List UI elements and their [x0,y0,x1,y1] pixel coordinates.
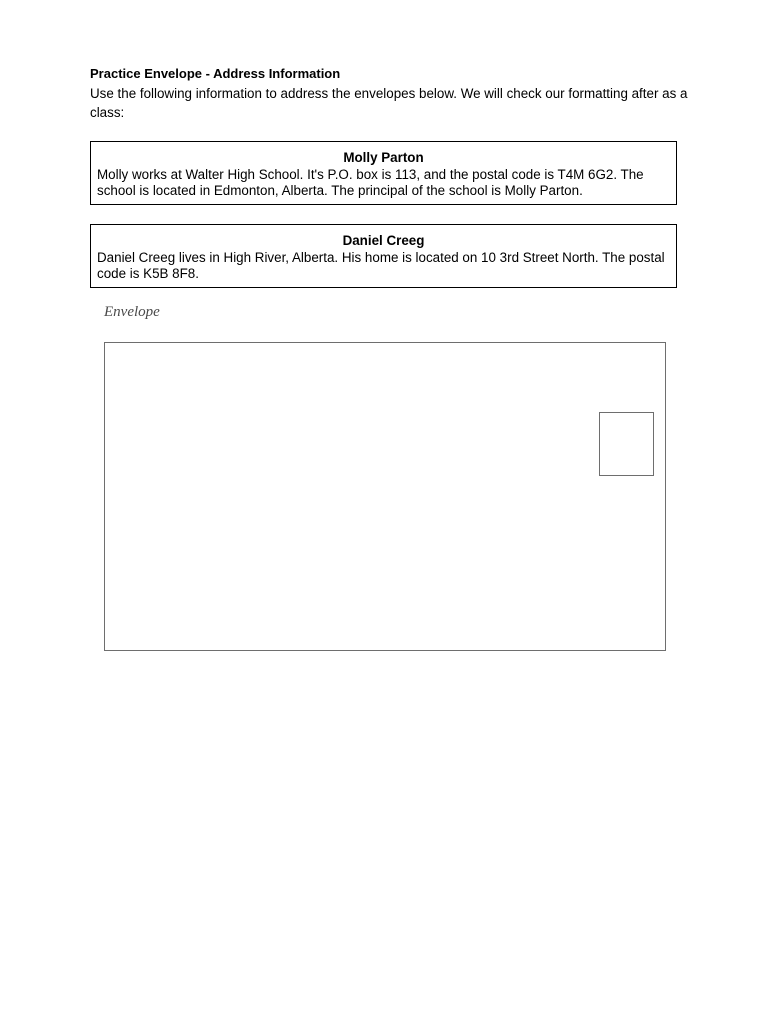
intro-text: Use the following information to address the envelopes below. We will check our formatting after as a class: [90,86,688,120]
info-box-body: Molly works at Walter High School. It's P.O. box is 113, and the postal code is T4M 6G2. The school is located in Edmonton, Alberta. The principal of the school is Molly Parton. [97,166,644,198]
stamp-box [599,412,654,476]
info-box-title: Molly Parton [343,150,424,165]
info-box-body: Daniel Creeg lives in High River, Alberta. His home is located on 10 3rd Street North. The postal code is K5B 8F8. [97,249,665,281]
envelope-outline [104,342,666,651]
page-heading: Practice Envelope - Address Information [90,66,341,81]
info-box-daniel-creeg [90,224,677,288]
info-box-title: Daniel Creeg [342,233,425,248]
info-box-molly-parton [90,141,677,205]
envelope-label: Envelope [104,304,160,320]
